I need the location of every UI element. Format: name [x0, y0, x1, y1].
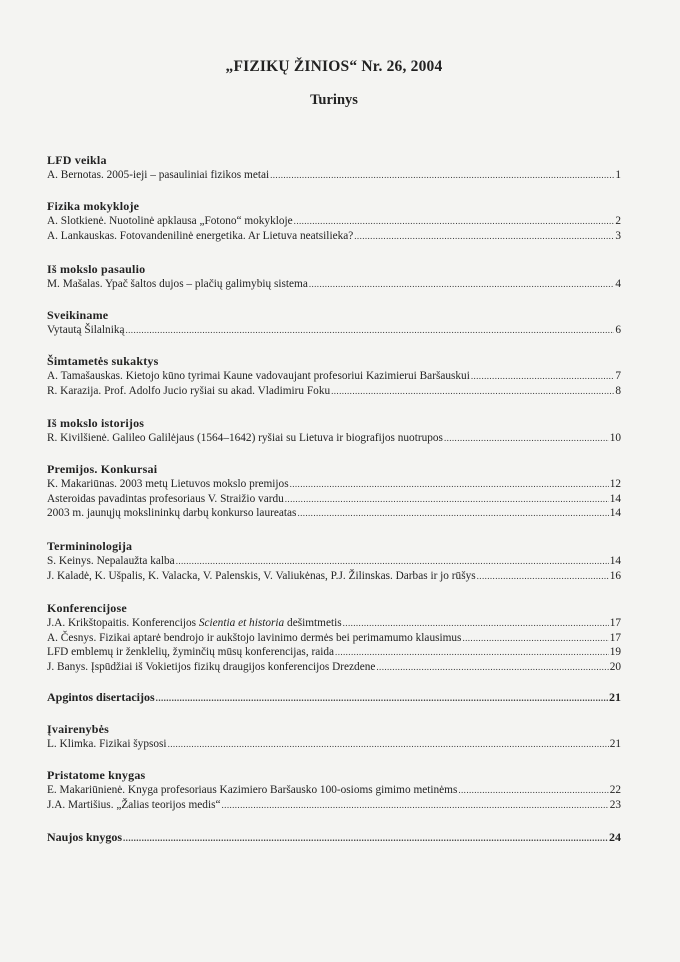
entry-page: 21 [609, 690, 621, 704]
section-title: Iš mokslo istorijos [47, 416, 145, 430]
toc-entry[interactable] [47, 323, 621, 338]
entry-text: A. Lankauskas. Fotovandenilinė energetika. Ar Lietuva neatsilieka? [47, 229, 354, 242]
dot-leader [343, 616, 609, 631]
section-termininologija [47, 538, 621, 583]
dot-leader [222, 798, 609, 813]
toc-entry[interactable] [47, 689, 621, 705]
entry-text [47, 616, 342, 631]
entry-page: 20 [609, 660, 621, 673]
entry-text: A. Bernotas. 2005-ieji – pasauliniai fizikos metai [47, 169, 270, 181]
toc-entry[interactable] [47, 569, 621, 584]
entry-text: 2003 m. jaunųjų mokslininkų darbų konkurso laureatas [47, 507, 297, 520]
section-is-mokslo-istorijos [47, 415, 621, 446]
entry-text: A. Česnys. Fizikai aptarė bendrojo ir aukštojo lavinimo dermės bei perimamumo klausimus [47, 631, 462, 644]
section-title: Šimtametės sukaktys [47, 354, 159, 368]
dot-leader [176, 554, 609, 569]
toc-entry[interactable] [47, 798, 621, 813]
dot-leader [123, 830, 608, 846]
section-konferencijose [47, 600, 621, 674]
entry-text: L. Klimka. Fizikai šypsosi [47, 738, 167, 750]
entry-page: 21 [609, 738, 621, 750]
toc-entry[interactable] [47, 554, 621, 569]
toc-entry[interactable] [47, 477, 621, 492]
entry-page: 4 [615, 278, 621, 290]
entry-text-part: J.A. Krikštopaitis. Konferencijos [47, 617, 199, 629]
entry-text: J. Banys. Įspūdžiai iš Vokietijos fizikų draugijos konferencijos Drezdene [47, 660, 376, 673]
entry-page: 12 [609, 478, 621, 490]
entry-text: A. Tamašauskas. Kietojo kūno tyrimai Kaune vadovaujant profesoriui Kazimierui Baršauskui [47, 370, 470, 382]
dot-leader [285, 492, 609, 507]
entry-text: LFD emblemų ir ženklelių, žyminčių mūsų konferencijas, raida [47, 646, 335, 659]
dot-leader [297, 506, 608, 521]
entry-page: 19 [609, 646, 621, 659]
dot-leader [471, 369, 614, 384]
entry-page: 3 [615, 229, 621, 242]
section-title: Įvairenybės [47, 722, 109, 736]
section-title: Premijos. Konkursai [47, 462, 158, 476]
entry-page: 14 [609, 555, 621, 567]
dot-leader [354, 229, 614, 244]
section-sveikiname [47, 307, 621, 338]
toc-entry[interactable] [47, 384, 621, 399]
toc-entry[interactable] [47, 506, 621, 521]
section-premijos-konkursai [47, 461, 621, 521]
entry-page: 8 [615, 384, 621, 397]
dot-leader [462, 631, 608, 646]
entry-text: S. Keinys. Nepalaužta kalba [47, 555, 175, 567]
entry-page: 6 [615, 324, 621, 336]
section-title: Fizika mokykloje [47, 199, 140, 213]
toc-entry[interactable] [47, 829, 621, 845]
section-is-mokslo-pasaulio [47, 261, 621, 292]
entry-text: R. Karazija. Prof. Adolfo Jucio ryšiai su akad. Vladimiru Foku [47, 384, 331, 397]
section-lfd-veikla [47, 152, 621, 183]
entry-text: Vytautą Šilalniką [47, 324, 125, 336]
section-apgintos-disertacijos [47, 689, 621, 705]
toc-entry[interactable] [47, 492, 621, 507]
toc-entry[interactable] [47, 431, 621, 446]
entry-page: 14 [609, 492, 621, 505]
entry-text-part: dešimtmetis [284, 617, 342, 629]
dot-leader [444, 431, 609, 446]
entry-page: 14 [609, 507, 621, 520]
entry-page: 16 [609, 569, 621, 582]
journal-title: „FIZIKŲ ŽINIOS“ Nr. 26, 2004 [225, 58, 443, 75]
section-title: Iš mokslo pasaulio [47, 262, 146, 276]
entry-page: 24 [609, 830, 621, 844]
section-pristatome-knygas [47, 767, 621, 812]
dot-leader [270, 168, 614, 183]
section-title: LFD veikla [47, 153, 107, 167]
section-ivairenybes [47, 721, 621, 752]
toc-entry[interactable] [47, 737, 621, 752]
toc-entry[interactable] [47, 645, 621, 660]
entry-text: E. Makariūnienė. Knyga profesoriaus Kazimiero Baršausko 100-osioms gimimo metinėms [47, 784, 458, 796]
section-title: Naujos knygos [47, 830, 123, 844]
dot-leader [309, 277, 615, 292]
entry-text: J.A. Martišius. „Žalias teorijos medis“ [47, 798, 221, 811]
entry-page: 17 [609, 631, 621, 644]
dot-leader [294, 214, 615, 229]
entry-page: 7 [615, 370, 621, 382]
section-naujos-knygos [47, 829, 621, 845]
toc-entry[interactable] [47, 229, 621, 244]
entry-text: A. Slotkienė. Nuotolinė apklausa „Fotono“ mokykloje [47, 215, 293, 227]
entry-page: 22 [609, 784, 621, 796]
toc-entry[interactable] [47, 616, 621, 631]
dot-leader [168, 737, 609, 752]
entry-text: Asteroidas pavadintas profesoriaus V. Straižio vardu [47, 492, 284, 505]
entry-text: J. Kaladė, K. Ušpalis, K. Valacka, V. Palenskis, V. Valiukėnas, P.J. Žilinskas. Darbas ir jo rūšys [47, 569, 476, 582]
dot-leader [156, 690, 608, 706]
entry-text: K. Makariūnas. 2003 metų Lietuvos mokslo premijos [47, 478, 289, 490]
dot-leader [376, 660, 608, 675]
dot-leader [126, 323, 615, 338]
entry-page: 23 [609, 798, 621, 811]
dot-leader [335, 645, 609, 660]
dot-leader [331, 384, 614, 399]
toc-entry[interactable] [47, 783, 621, 798]
dot-leader [458, 783, 608, 798]
toc-entry[interactable] [47, 660, 621, 675]
section-title: Pristatome knygas [47, 768, 146, 782]
entry-page: 10 [609, 432, 621, 444]
dot-leader [290, 477, 609, 492]
entry-text: M. Mašalas. Ypač šaltos dujos – plačių galimybių sistema [47, 278, 308, 290]
entry-page: 2 [615, 215, 621, 227]
entry-page: 17 [609, 617, 621, 629]
toc-entry[interactable] [47, 631, 621, 646]
section-title: Apgintos disertacijos [47, 690, 155, 704]
entry-page: 1 [615, 169, 621, 181]
toc-entry[interactable] [47, 369, 621, 384]
section-fizika-mokykloje [47, 198, 621, 243]
entry-text-italic: Scientia et historia [198, 617, 285, 629]
section-title: Konferencijose [47, 601, 127, 615]
dot-leader [477, 569, 609, 584]
toc-heading: Turinys [310, 92, 358, 108]
toc-entry[interactable] [47, 214, 621, 229]
entry-text: R. Kivilšienė. Galileo Galilėjaus (1564–1642) ryšiai su Lietuva ir biografijos nuotrupos [47, 432, 443, 444]
section-title: Sveikiname [47, 308, 109, 322]
toc-entry[interactable] [47, 168, 621, 183]
toc-entry[interactable] [47, 277, 621, 292]
section-simtametes-sukaktys [47, 353, 621, 398]
section-title: Termininologija [47, 539, 133, 553]
